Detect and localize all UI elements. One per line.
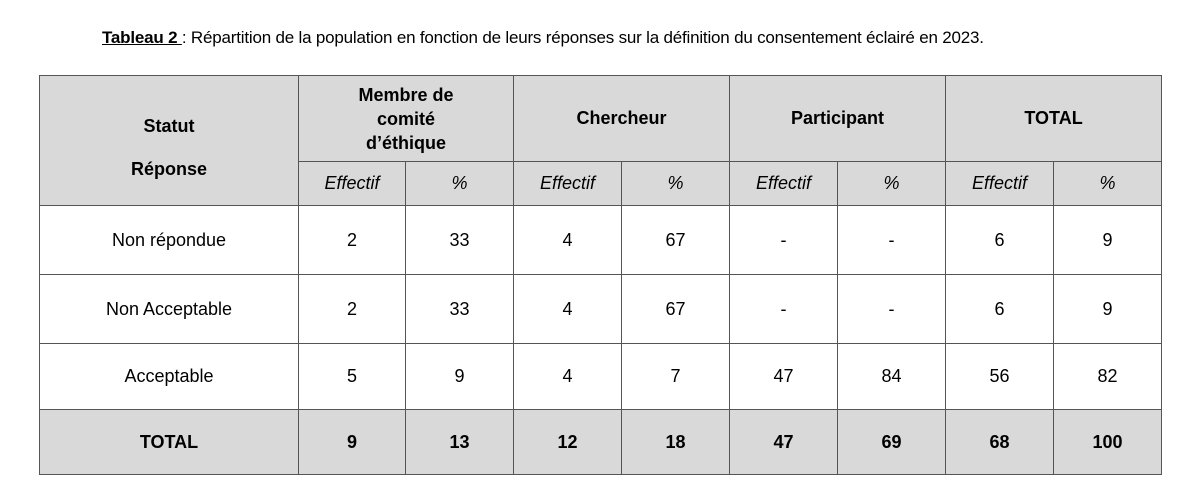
total-cell: 13 [406, 410, 514, 475]
cell: 6 [946, 275, 1054, 344]
cell: 4 [514, 344, 622, 410]
total-cell: 47 [730, 410, 838, 475]
total-cell: 69 [838, 410, 946, 475]
cell: 7 [622, 344, 730, 410]
group-header-membre: Membre de comité d’éthique [299, 76, 514, 162]
cell: - [730, 206, 838, 275]
cell: 9 [406, 344, 514, 410]
cell: 67 [622, 275, 730, 344]
group-header-participant: Participant [730, 76, 946, 162]
row-label: Non répondue [40, 206, 299, 275]
row-label: Non Acceptable [40, 275, 299, 344]
caption-label: Tableau 2 [102, 28, 182, 47]
corner-header [40, 76, 299, 206]
total-cell: 18 [622, 410, 730, 475]
cell: 9 [1054, 275, 1162, 344]
cell: 33 [406, 206, 514, 275]
header-row [40, 76, 1162, 162]
cell: 33 [406, 275, 514, 344]
cell: 5 [299, 344, 406, 410]
table-row [40, 275, 1162, 344]
group-header-chercheur: Chercheur [514, 76, 730, 162]
subheader-effectif: Effectif [514, 162, 622, 206]
table-row [40, 344, 1162, 410]
cell: 2 [299, 206, 406, 275]
cell: 4 [514, 206, 622, 275]
response-table [39, 75, 1162, 475]
subheader-percent: % [838, 162, 946, 206]
cell: 82 [1054, 344, 1162, 410]
subheader-effectif: Effectif [299, 162, 406, 206]
subheader-percent: % [406, 162, 514, 206]
subheader-percent: % [1054, 162, 1162, 206]
cell: 4 [514, 275, 622, 344]
cell: - [838, 275, 946, 344]
caption-text: : Répartition de la population en fonction de leurs réponses sur la définition du consentement éclairé en 2023. [181, 28, 984, 47]
row-label: Acceptable [40, 344, 299, 410]
cell: - [730, 275, 838, 344]
table-caption [102, 28, 984, 48]
cell: - [838, 206, 946, 275]
reponse-label: Réponse [130, 159, 208, 179]
cell: 84 [838, 344, 946, 410]
statut-label: Statut [143, 116, 195, 136]
table-row [40, 206, 1162, 275]
cell: 67 [622, 206, 730, 275]
total-label: TOTAL [40, 410, 299, 475]
cell: 6 [946, 206, 1054, 275]
total-row [40, 410, 1162, 475]
total-cell: 100 [1054, 410, 1162, 475]
cell: 9 [1054, 206, 1162, 275]
subheader-effectif: Effectif [730, 162, 838, 206]
group-header-total: TOTAL [946, 76, 1162, 162]
total-cell: 9 [299, 410, 406, 475]
subheader-percent: % [622, 162, 730, 206]
cell: 47 [730, 344, 838, 410]
cell: 56 [946, 344, 1054, 410]
cell: 2 [299, 275, 406, 344]
subheader-effectif: Effectif [946, 162, 1054, 206]
total-cell: 12 [514, 410, 622, 475]
total-cell: 68 [946, 410, 1054, 475]
